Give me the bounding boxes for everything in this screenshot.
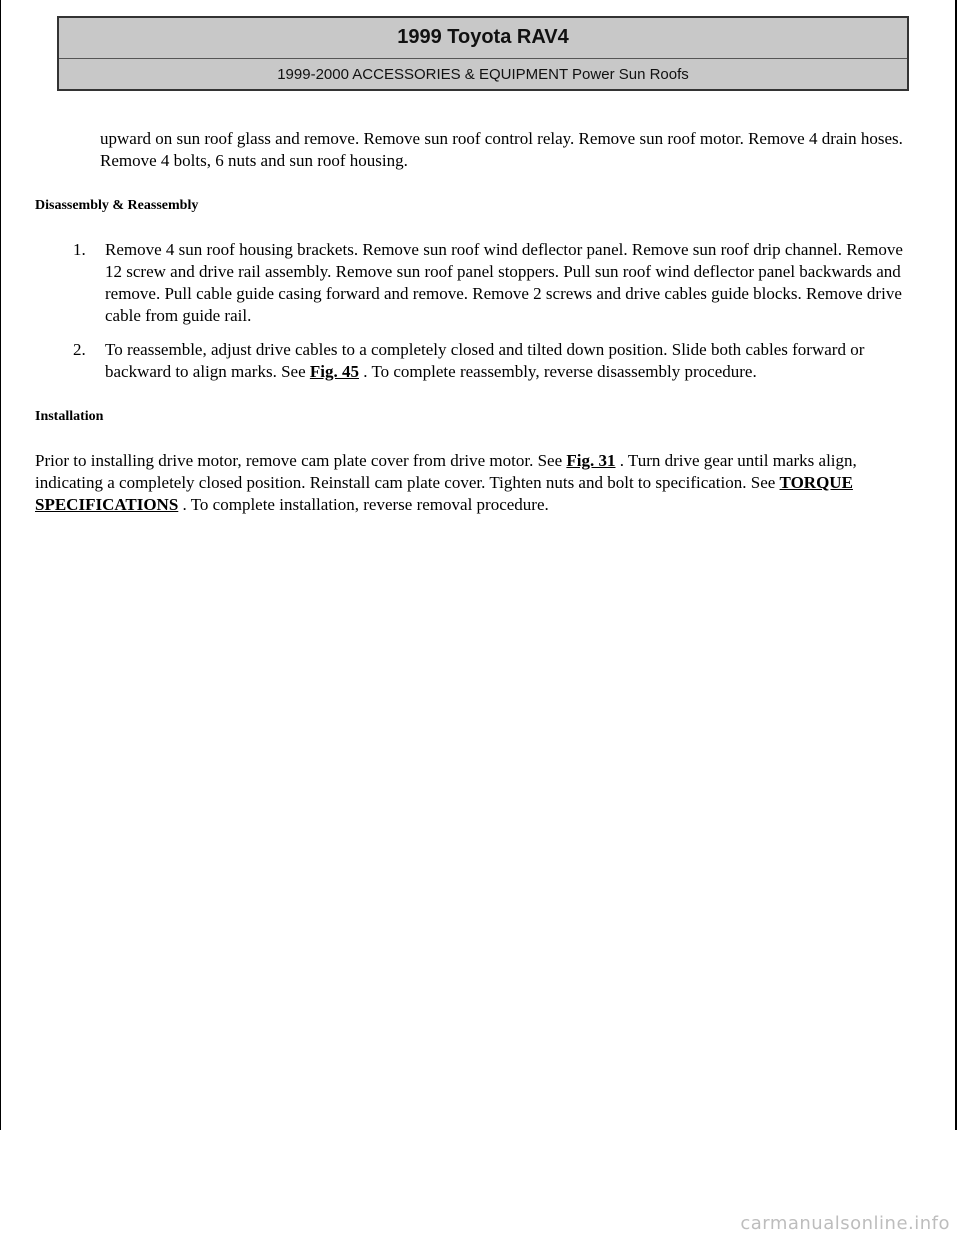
step-number: 1.	[73, 240, 86, 259]
step-item	[35, 339, 915, 383]
document-body	[35, 128, 915, 516]
step-text: To reassemble, adjust drive cables to a completely closed and tilted down position. Slide both cables forward or backward to align marks. See	[105, 340, 865, 381]
header-title: 1999 Toyota RAV4	[397, 26, 569, 48]
step-number: 2.	[73, 340, 86, 359]
header-subtitle: 1999-2000 ACCESSORIES & EQUIPMENT Power Sun Roofs	[277, 66, 689, 83]
step-text: Remove 4 sun roof housing brackets. Remove sun roof wind deflector panel. Remove sun roof drip channel. Remove 12 screw and drive rail assembly. Remove sun roof panel stoppers. Pull sun roof wind deflector panel backwards and remove. Pull cable guide casing forward and remove. Remove 2 screws and drive cables guide blocks. Remove drive cable from guide rail.	[105, 240, 903, 325]
site-watermark: carmanualsonline.info	[740, 1213, 950, 1234]
installation-heading: Installation	[35, 409, 104, 424]
torque-specifications-link[interactable]: TORQUE SPECIFICATIONS	[35, 473, 853, 514]
document-header	[57, 16, 909, 91]
disassembly-steps	[35, 239, 915, 383]
installation-text: Prior to installing drive motor, remove cam plate cover from drive motor. See	[35, 451, 567, 470]
step-text: . To complete reassembly, reverse disassembly procedure.	[359, 362, 757, 381]
installation-text: . Turn drive gear until marks align, indicating a completely closed position. Reinstall cam plate cover. Tighten nuts and bolt to specification. See	[35, 451, 857, 492]
step-item	[35, 239, 915, 327]
page-right-border	[955, 0, 957, 1130]
page-left-border	[0, 0, 1, 1130]
header-divider	[59, 58, 907, 59]
fig-45-link[interactable]: Fig. 45	[309, 362, 359, 381]
installation-text: . To complete installation, reverse removal procedure.	[178, 495, 549, 514]
installation-paragraph	[35, 450, 915, 516]
disassembly-heading: Disassembly & Reassembly	[35, 198, 199, 213]
fig-31-link[interactable]: Fig. 31	[566, 451, 616, 470]
continuation-paragraph: upward on sun roof glass and remove. Remove sun roof control relay. Remove sun roof motor. Remove 4 drain hoses. Remove 4 bolts, 6 nuts and sun roof housing.	[100, 129, 903, 170]
